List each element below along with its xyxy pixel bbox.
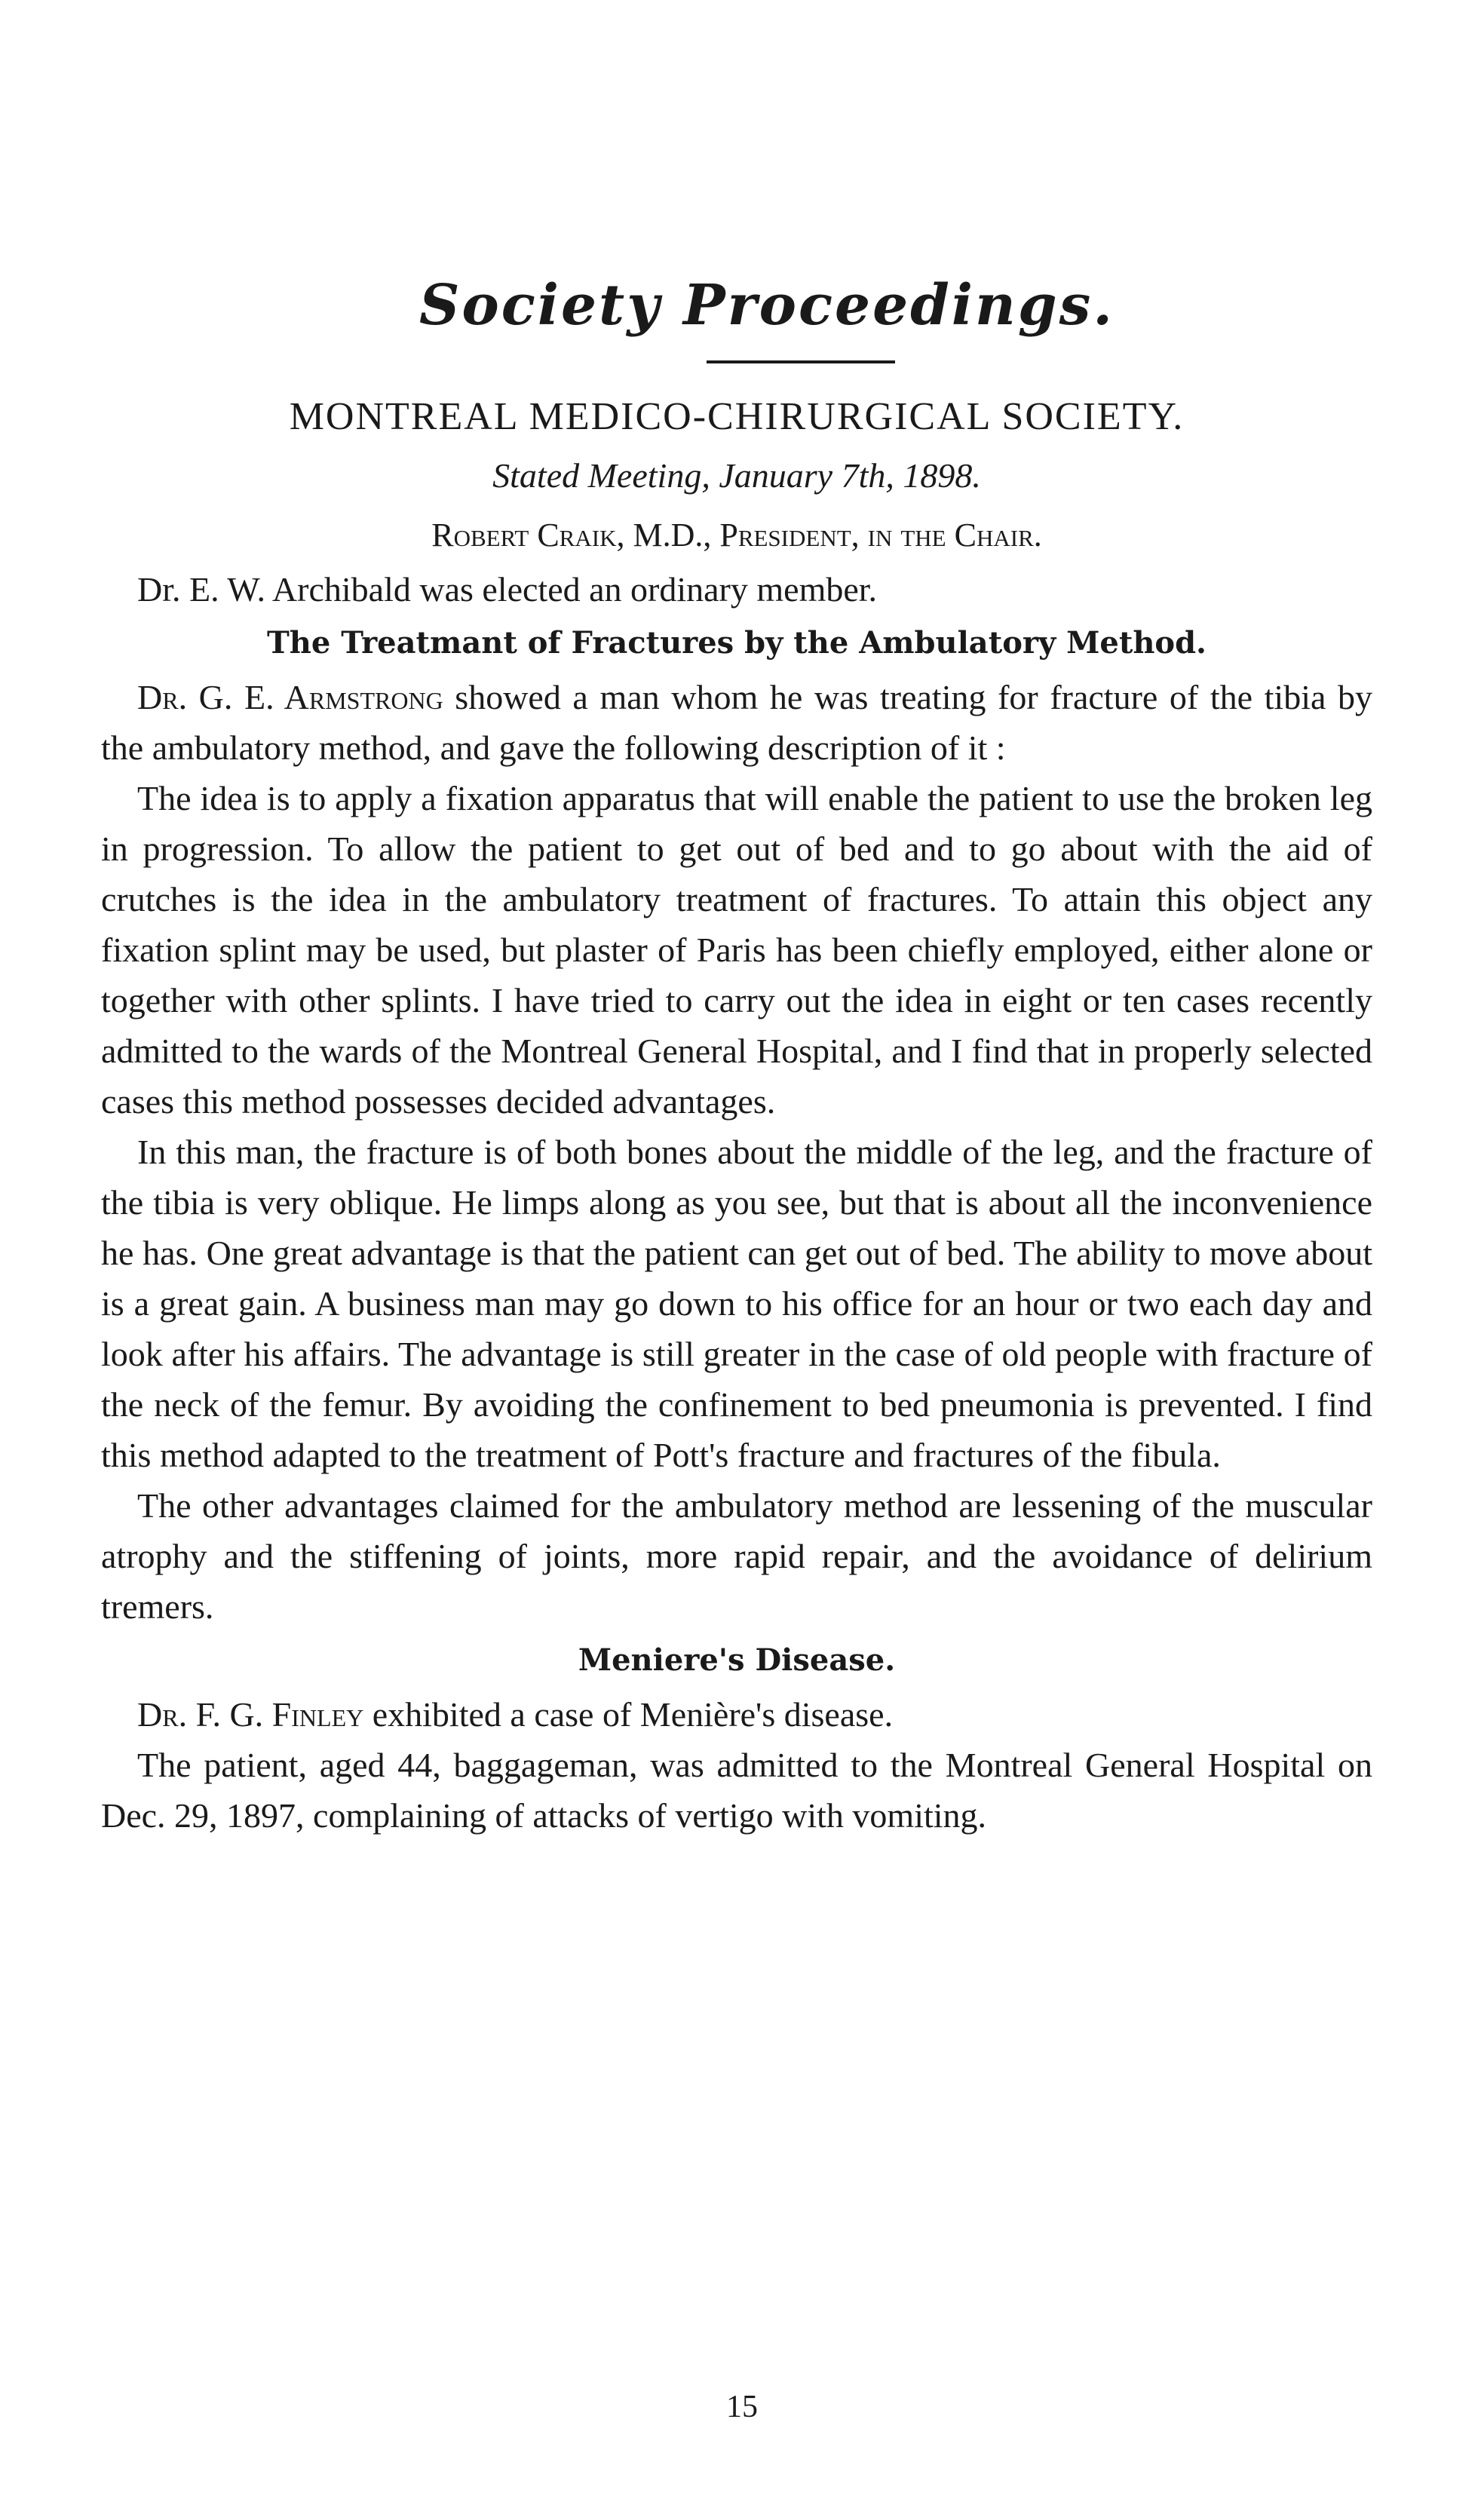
- intro-text: showed a man whom he was treating for fracture of the tibia by the ambulatory method, and gave the following description of it :: [101, 678, 1372, 767]
- section-heading-meniere: Meniere's Disease.: [578, 1642, 896, 1678]
- masthead-title: Society Proceedings.: [419, 273, 1115, 338]
- meeting-date: Stated Meeting, January 7th, 1898.: [492, 456, 981, 495]
- intro-text: exhibited a case of Menière's disease.: [363, 1695, 894, 1734]
- society-name: MONTREAL MEDICO-CHIRURGICAL SOCIETY.: [289, 395, 1185, 438]
- text-column: [101, 271, 1372, 1841]
- body-paragraph: The patient, aged 44, baggageman, was admitted to the Montreal General Hospital on Dec. 29, 1897, complaining of attacks of vertigo with vomiting.: [101, 1746, 1372, 1835]
- chair-line: Robert Craik, M.D., President, in the Chair.: [431, 517, 1042, 553]
- body-paragraph: The idea is to apply a fixation apparatus that will enable the patient to use the broken leg in progression. To allow the patient to get out of bed and to go about with the aid of crutches is the idea in the ambulatory treatment of fractures. To attain this object any fixation splint may be used, but plaster of Paris has been chiefly employed, either alone or together with other splints. I have tried to carry out the idea in eight or ten cases recently admitted to the wards of the Montreal General Hospital, and I find that in properly selected cases this method possesses decided advantages.: [101, 779, 1372, 1121]
- title-rule: [707, 360, 895, 363]
- intro-paragraph-meniere: [101, 1689, 1372, 1740]
- body-paragraph: In this man, the fracture is of both bones about the middle of the leg, and the fracture of the tibia is very oblique. He limps along as you see, but that is about all the inconvenience he has. One great advantage is that the patient can get out of bed. The ability to move about is a great gain. A business man may go down to his office for an hour or two each day and look after his affairs. The advantage is still greater in the case of old people with fracture of the neck of the femur. By avoiding the confinement to bed pneumonia is prevented. I find this method adapted to the treatment of Pott's fracture and fractures of the fibula.: [101, 1133, 1372, 1474]
- intro-paragraph-fractures: [101, 672, 1372, 773]
- speaker-name: Dr. G. E. Armstrong: [137, 678, 443, 716]
- election-paragraph: Dr. E. W. Archibald was elected an ordinary member.: [137, 570, 878, 609]
- speaker-name: Dr. F. G. Finley: [137, 1695, 364, 1734]
- body-paragraph: The other advantages claimed for the ambulatory method are lessening of the muscular atrophy and the stiffening of joints, more rapid repair, and the avoidance of delirium tremers.: [101, 1486, 1372, 1626]
- page-number: 15: [726, 2390, 758, 2424]
- section-heading-fractures: The Treatmant of Fractures by the Ambulatory Method.: [267, 625, 1207, 661]
